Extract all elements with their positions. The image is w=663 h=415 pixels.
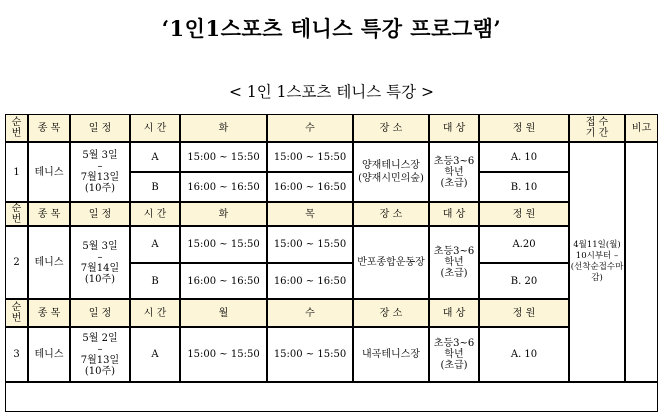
header-place: 장 소 bbox=[353, 114, 429, 142]
program-3-session-a-day1: 15:00 ~ 15:50 bbox=[180, 327, 267, 382]
table-subtitle: < 1인 1스포츠 테니스 특강 > bbox=[228, 83, 435, 101]
schedule-table bbox=[5, 114, 658, 412]
header-sport: 종 목 bbox=[28, 114, 70, 142]
header3-target: 대 상 bbox=[429, 299, 479, 327]
header2-day2: 목 bbox=[267, 202, 353, 226]
header3-no: 순 번 bbox=[5, 299, 28, 327]
header-no: 순 번 bbox=[5, 114, 28, 142]
header2-schedule: 일 정 bbox=[70, 202, 130, 226]
header-target: 대 상 bbox=[429, 114, 479, 142]
remarks-cell bbox=[625, 142, 658, 382]
header-day1: 화 bbox=[180, 114, 267, 142]
header2-time: 시 간 bbox=[130, 202, 180, 226]
header-remarks: 비고 bbox=[625, 114, 658, 142]
program-3-schedule: 5월 2일 – 7월13일 (10주) bbox=[70, 327, 130, 382]
program-2-session-b-day2: 16:00 ~ 16:50 bbox=[267, 263, 353, 299]
program-2-no: 2 bbox=[5, 226, 28, 299]
program-1-schedule: 5월 3일 – 7월13일 (10주) bbox=[70, 142, 130, 202]
program-2-session-a-code: A bbox=[130, 226, 180, 263]
program-3-session-a-code: A bbox=[130, 327, 180, 382]
program-1-session-b-day1: 16:00 ~ 16:50 bbox=[180, 172, 267, 202]
header2-day1: 화 bbox=[180, 202, 267, 226]
header3-sport: 종 목 bbox=[28, 299, 70, 327]
program-3-target: 초등3~6 학년 (초급) bbox=[429, 327, 479, 382]
program-1-capacity-a: A. 10 bbox=[479, 142, 569, 172]
program-1-session-a-code: A bbox=[130, 142, 180, 172]
header3-day1: 월 bbox=[180, 299, 267, 327]
program-2-capacity-b: B. 20 bbox=[479, 263, 569, 299]
header3-schedule: 일 정 bbox=[70, 299, 130, 327]
program-1-target: 초등3~6 학년 (초급) bbox=[429, 142, 479, 202]
empty-row bbox=[5, 382, 658, 412]
program-2-target: 초등3~6 학년 (초급) bbox=[429, 226, 479, 299]
program-3-session-a-day2: 15:00 ~ 15:50 bbox=[267, 327, 353, 382]
program-2-schedule: 5월 3일 – 7월14일 (10주) bbox=[70, 226, 130, 299]
program-2-session-b-code: B bbox=[130, 263, 180, 299]
header-day2: 수 bbox=[267, 114, 353, 142]
header-time: 시 간 bbox=[130, 114, 180, 142]
header-capacity: 정 원 bbox=[479, 114, 569, 142]
header2-place: 장 소 bbox=[353, 202, 429, 226]
program-2-session-a-day2: 15:00 ~ 15:50 bbox=[267, 226, 353, 263]
program-3-no: 3 bbox=[5, 327, 28, 382]
program-2-place: 반포종합운동장 bbox=[353, 226, 429, 299]
page-title: ‘1인1스포츠 테니스 특강 프로그램’ bbox=[161, 16, 502, 41]
program-1-no: 1 bbox=[5, 142, 28, 202]
header2-no: 순 번 bbox=[5, 202, 28, 226]
header2-target: 대 상 bbox=[429, 202, 479, 226]
program-1-session-a-day2: 15:00 ~ 15:50 bbox=[267, 142, 353, 172]
program-1-sport: 테니스 bbox=[28, 142, 70, 202]
program-1-session-b-day2: 16:00 ~ 16:50 bbox=[267, 172, 353, 202]
program-2-sport: 테니스 bbox=[28, 226, 70, 299]
program-2-session-b-day1: 16:00 ~ 16:50 bbox=[180, 263, 267, 299]
registration-period: 4월11일(월) 10시부터 – (선착순접수마감) bbox=[569, 142, 625, 382]
header3-place: 장 소 bbox=[353, 299, 429, 327]
program-2-capacity-a: A.20 bbox=[479, 226, 569, 263]
header-period: 접 수 기 간 bbox=[569, 114, 625, 142]
program-1-session-b-code: B bbox=[130, 172, 180, 202]
header2-capacity: 정 원 bbox=[479, 202, 569, 226]
program-1-place: 양재테니스장 (양재시민의숲) bbox=[353, 142, 429, 202]
program-2-session-a-day1: 15:00 ~ 15:50 bbox=[180, 226, 267, 263]
program-3-sport: 테니스 bbox=[28, 327, 70, 382]
program-1-session-a-day1: 15:00 ~ 15:50 bbox=[180, 142, 267, 172]
program-3-place: 내곡테니스장 bbox=[353, 327, 429, 382]
header3-time: 시 간 bbox=[130, 299, 180, 327]
program-3-capacity-a: A. 10 bbox=[479, 327, 569, 382]
program-1-capacity-b: B. 10 bbox=[479, 172, 569, 202]
header3-day2: 수 bbox=[267, 299, 353, 327]
header3-capacity: 정 원 bbox=[479, 299, 569, 327]
header2-sport: 종 목 bbox=[28, 202, 70, 226]
header-schedule: 일 정 bbox=[70, 114, 130, 142]
